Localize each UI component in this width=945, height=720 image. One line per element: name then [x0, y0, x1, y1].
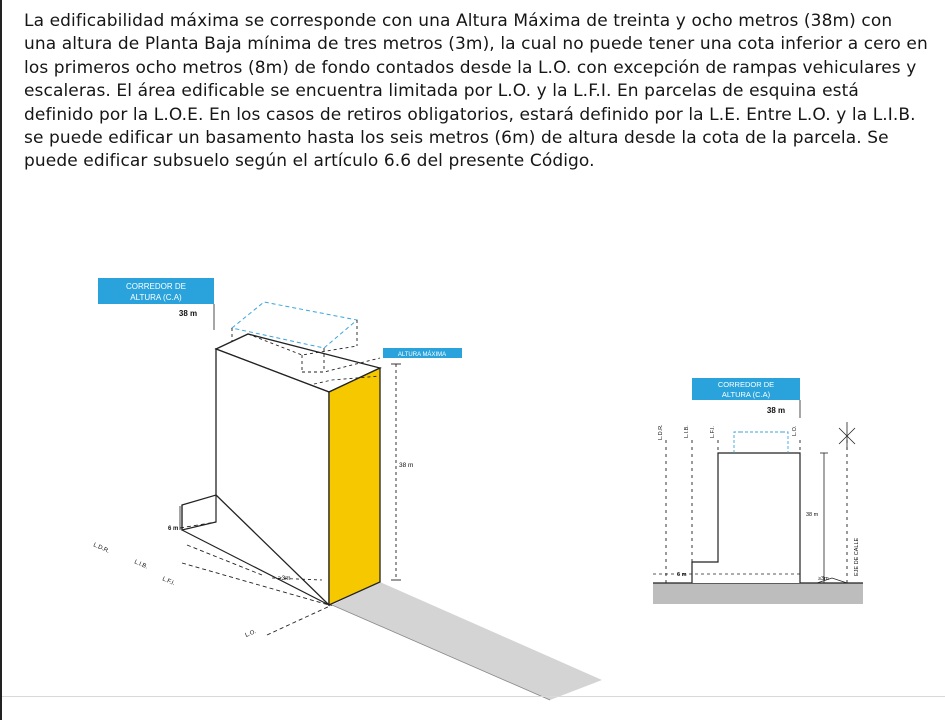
axonometric-diagram	[92, 278, 602, 700]
base-step-top	[182, 495, 216, 530]
section-corridor-label-line1: CORREDOR DE	[717, 380, 775, 389]
section-line-ldr: L.D.R.	[658, 424, 664, 440]
section-line-lib: L.I.B.	[684, 425, 690, 438]
zoning-figure	[2, 0, 945, 720]
section-ground-dim: ≥3m	[818, 576, 829, 582]
sidewalk-strip	[332, 582, 602, 700]
section-corridor-height: 38 m	[766, 406, 786, 415]
section-height-dim: 38 m	[806, 512, 819, 518]
axo-line-lo: L.O.	[244, 629, 258, 639]
axo-line-ldr: L.D.R.	[92, 542, 111, 555]
corridor-height-text: 38 m	[178, 309, 198, 318]
corridor-label-line1: CORREDOR DE	[125, 282, 187, 291]
max-height-face	[329, 368, 380, 605]
section-line-lo: L.O.	[792, 425, 798, 436]
section-corridor-label-line2: ALTURA (C.A)	[721, 390, 771, 399]
max-height-label-text: ALTURA MÁXIMA	[397, 352, 447, 358]
axo-base-dim: 6 m	[168, 526, 179, 532]
bottom-divider	[2, 696, 945, 697]
axo-ground-dim: ≥3m	[278, 575, 291, 582]
axo-line-lfi: L.F.I.	[161, 576, 176, 588]
section-building-outline	[692, 453, 800, 583]
ground-band	[653, 583, 863, 604]
building-left-face	[216, 349, 329, 605]
section-base-dim: 6 m	[677, 572, 687, 578]
section-diagram	[653, 378, 863, 604]
section-line-lfi: L.F.I.	[710, 426, 716, 438]
north-marker-icon	[839, 422, 855, 450]
body-paragraph: La edificabilidad máxima se corresponde con una Altura Máxima de treinta y ocho metros (38m) con una altura de Planta Baja mínima de tres metros (3m), la cual no puede tener una cota inferior a cero en los primeros ocho metros (8m) de fondo contados desde la L.O. con excepción de rampas vehiculares y escaleras. El área edificable se encuentra limitada por L.O. y la L.F.I. En parcelas de esquina está definido por la L.O.E. En los casos de retiros obligatorios, estará definido por la L.E. Entre L.O. y la L.I.B. se puede edificar un basamento hasta los seis metros (6m) de altura desde la cota de la parcela. Se puede edificar subsuelo según el artículo 6.6 del presente Código.	[24, 11, 928, 172]
axo-height-dim: 38 m	[399, 462, 414, 469]
section-street-axis: EJE DE CALLE	[854, 537, 860, 576]
corridor-label-line2: ALTURA (C.A)	[130, 293, 182, 302]
axo-line-lib: L.I.B.	[133, 559, 149, 571]
